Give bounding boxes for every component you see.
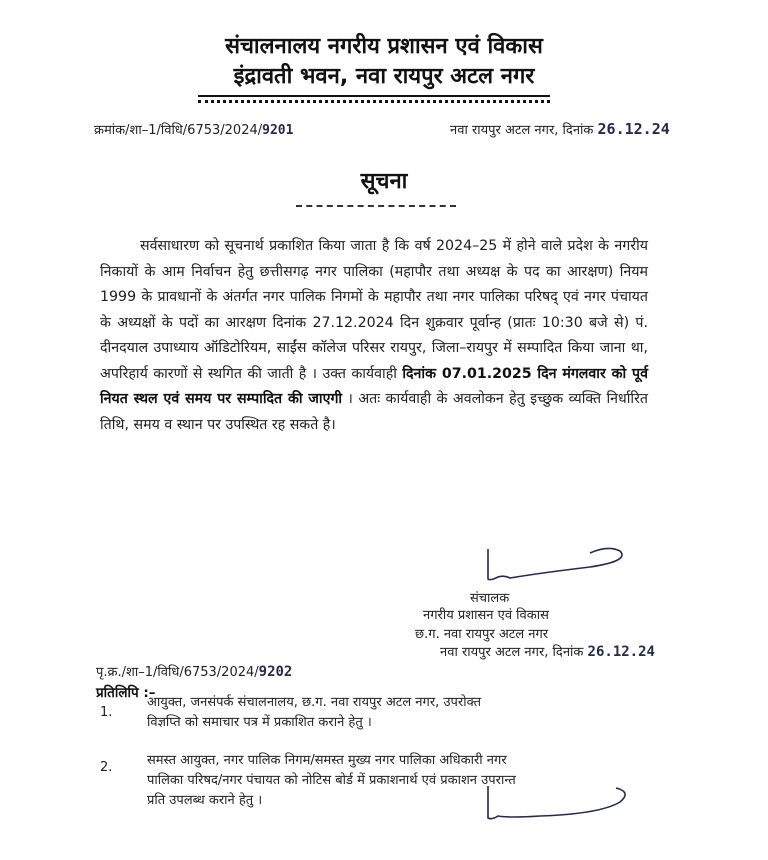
reference-number-prefix: क्रमांक/शा–1/विधि/6753/2024/ <box>94 123 263 138</box>
notice-body <box>100 234 648 438</box>
copy-item-2-number: 2. <box>100 760 113 775</box>
letterhead-rule-dotted <box>198 100 550 103</box>
signatory-place-date <box>440 643 655 662</box>
notice-body-part1: सर्वसाधारण को सूचनार्थ प्रकाशित किया जाता है कि वर्ष 2024–25 में होने वाले प्रदेश के नगरीय निकायों के आम निर्वाचन हेतु छत्तीसगढ़ नगर पालिका (महापौर तथा अध्यक्ष के पद का आरक्षण) नियम 1999 के प्रावधानों के अंतर्गत नगर पालिक निगमों के महापौर तथा नगर पालिका परिषद् एवं नगर पंचायत के अध्यक्षों के पदों का आरक्षण दिनांक 27.12.2024 दिन शुक्रवार पूर्वान्ह (प्रातः 10:30 बजे से) पं. दीनदयाल उपाध्याय ऑडिटोरियम, साईंस कॉलेज परिसर रायपुर, जिला–रायपुर में सम्पादित किया जाना था, अपरिहार्य कारणों से स्थगित की जाती है । उक्त कार्यवाही <box>100 238 648 382</box>
signature-icon <box>480 545 640 585</box>
copy-reference-handwritten: 9202 <box>258 664 293 680</box>
signatory-place-date-prefix: नवा रायपुर अटल नगर, दिनांक <box>440 645 584 660</box>
copy-heading: प्रतिलिपि :– <box>96 685 156 701</box>
reference-place-date-prefix: नवा रायपुर अटल नगर, दिनांक <box>450 123 594 138</box>
reference-date-handwritten: 26.12.24 <box>597 120 670 138</box>
notice-title: सूचना <box>360 169 408 194</box>
copy-item-2-line2: पालिका परिषद/नगर पंचायत को नोटिस बोर्ड में प्रकाशनार्थ एवं प्रकाशन उपरान्त <box>147 773 516 788</box>
reference-number-handwritten: 9201 <box>262 123 294 138</box>
signatory-designation: संचालक <box>470 591 510 606</box>
letterhead-line2: इंद्रावती भवन, नवा रायपुर अटल नगर <box>233 64 535 89</box>
notice-body-bold: दिनांक 07.01.2025 दिन मंगलवार को पूर्व नियत स्थल एवं समय पर सम्पादित की जाएगी <box>100 365 648 407</box>
letterhead-line1: संचालनालय नगरीय प्रशासन एवं विकास <box>225 34 543 59</box>
copy-item-2-line1: समस्त आयुक्त, नगर पालिक निगम/समस्त मुख्य नगर पालिका अधिकारी नगर <box>147 753 507 768</box>
notice-body-part3: । अतः कार्यवाही के अवलोकन हेतु इच्छुक व्यक्ति निर्धारित तिथि, समय व स्थान पर उपस्थित रह सकते है। <box>100 391 648 433</box>
signatory-line2: छ.ग. नवा रायपुर अटल नगर <box>415 627 549 642</box>
signature-icon-2 <box>480 784 640 824</box>
title-underline <box>296 205 456 207</box>
reference-place-date <box>450 120 670 138</box>
copy-item-1-number: 1. <box>100 705 113 720</box>
copy-item-1-line2: विज्ञप्ति को समाचार पत्र में प्रकाशित कराने हेतु । <box>147 715 372 730</box>
copy-reference <box>96 662 292 680</box>
copy-item-2-line3: प्रति उपलब्ध कराने हेतु । <box>147 793 263 808</box>
copy-item-1-line1: आयुक्त, जनसंपर्क संचालनालय, छ.ग. नवा रायपुर अटल नगर, उपरोक्त <box>147 695 481 710</box>
copy-reference-prefix: पृ.क्र./शा–1/विधि/6753/2024/ <box>96 665 259 680</box>
signatory-date-handwritten: 26.12.24 <box>587 644 655 660</box>
reference-number <box>94 120 293 138</box>
signatory-line1: नगरीय प्रशासन एवं विकास <box>423 608 549 623</box>
